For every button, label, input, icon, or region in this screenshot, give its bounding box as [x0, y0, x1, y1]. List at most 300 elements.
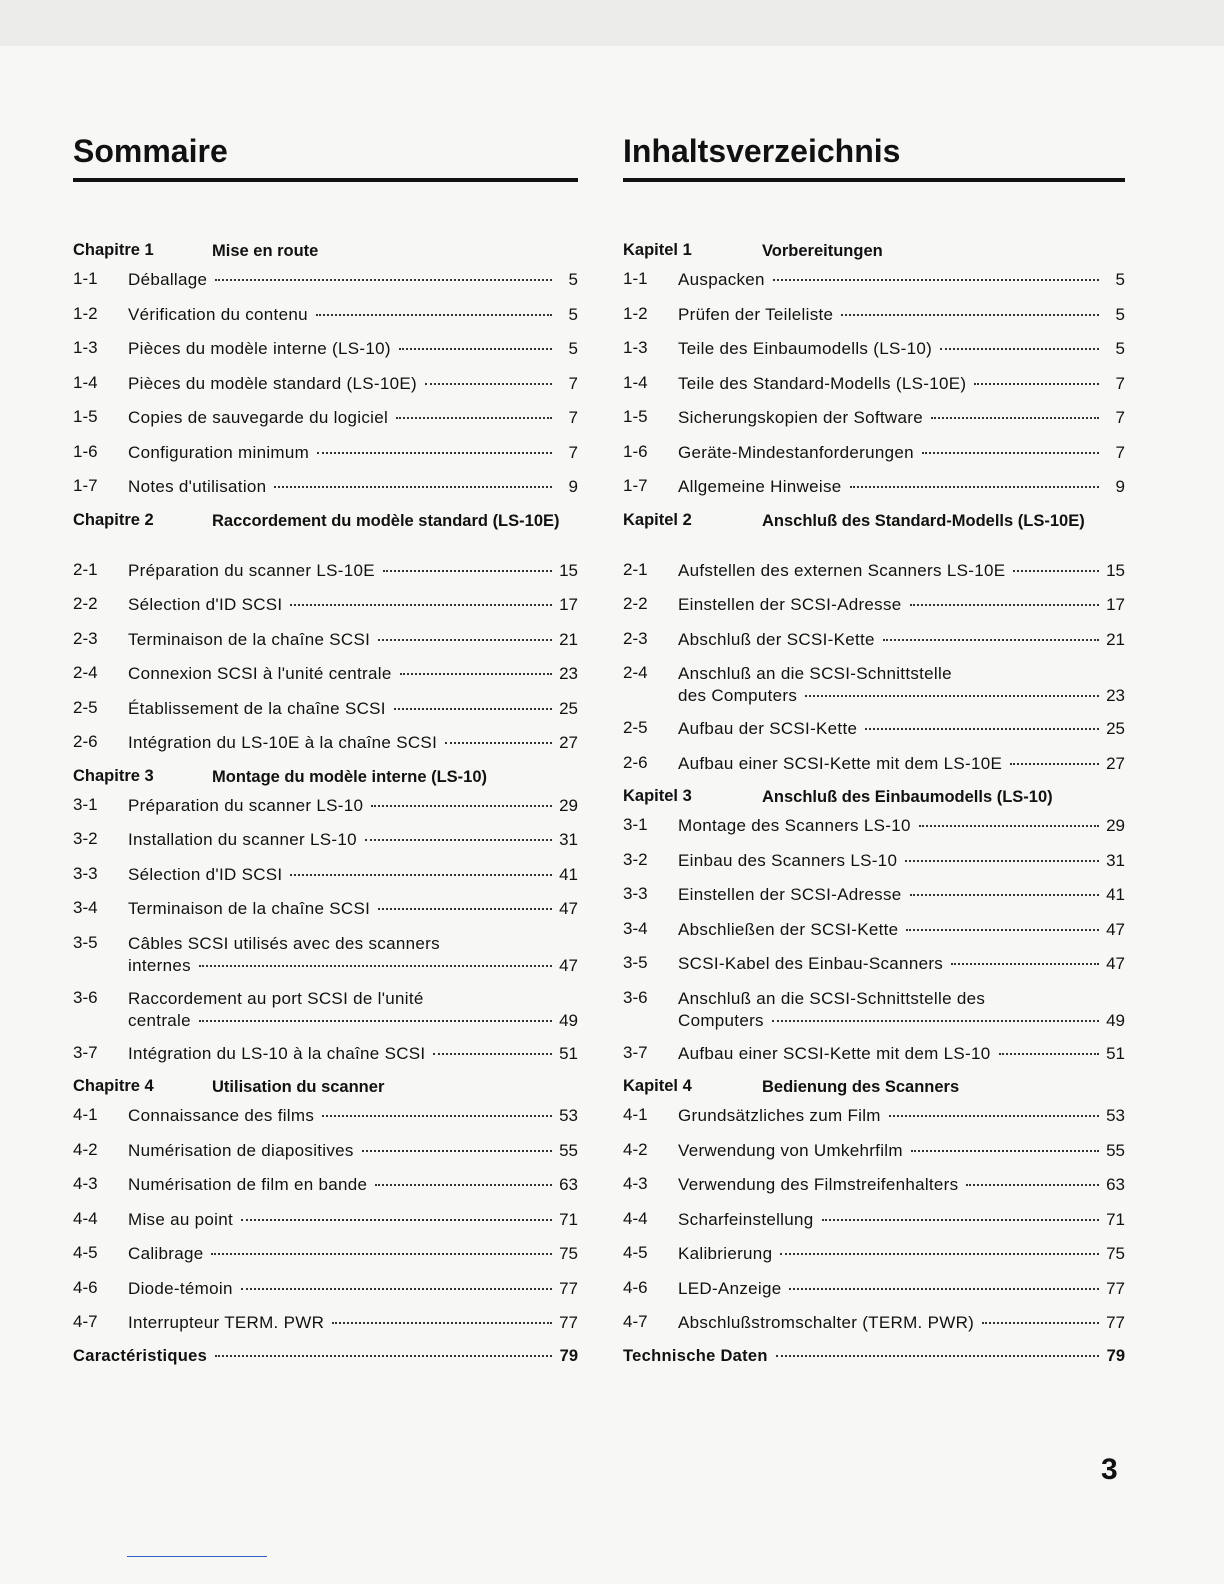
entry-line: [678, 1243, 1125, 1265]
entry-body: [678, 1278, 1125, 1300]
entry-number: 3-3: [623, 884, 648, 903]
entry-page: 71: [559, 1209, 578, 1229]
entry-body: [678, 304, 1125, 326]
entry-number: 4-5: [73, 1243, 98, 1262]
chapter-title: Utilisation du scanner: [212, 1078, 385, 1096]
toc-entry: [623, 712, 1125, 747]
toc-entry: [623, 913, 1125, 948]
entry-text: Numérisation de film en bande: [128, 1175, 368, 1194]
entry-number: 3-2: [623, 849, 648, 869]
dot-leader: [317, 448, 552, 454]
entry-line: [678, 884, 1125, 906]
entry-text: Intégration du LS-10 à la chaîne SCSI: [128, 1043, 426, 1063]
entry-page: 63: [1106, 1175, 1125, 1194]
entry-page: 77: [1106, 1313, 1125, 1332]
entry-text: Terminaison de la chaîne SCSI: [128, 899, 371, 918]
entry-text: Terminaison de la chaîne SCSI: [128, 629, 371, 649]
entry-text: Aufbau der SCSI-Kette: [678, 719, 858, 738]
dot-leader: [982, 1318, 1099, 1324]
entry-number: 3-5: [73, 932, 98, 952]
entry-line: [128, 476, 578, 498]
chapter-title: Bedienung des Scanners: [762, 1078, 960, 1096]
entry-body: [678, 1312, 1125, 1334]
entry-number: 2-6: [73, 732, 98, 751]
dot-leader: [211, 1249, 552, 1255]
entry-text: Teile des Standard-Modells (LS-10E): [678, 373, 967, 393]
entry-number: 4-2: [73, 1139, 98, 1159]
toc-entry: [73, 726, 578, 761]
dot-leader: [371, 801, 552, 807]
entry-text: Câbles SCSI utilisés avec des scanners: [128, 933, 440, 953]
entry-text: Geräte-Mindestanforderungen: [678, 442, 914, 462]
dot-leader: [290, 870, 552, 876]
entry-body: [678, 988, 1125, 1032]
entry-body: [678, 718, 1125, 740]
dot-leader: [776, 1351, 1099, 1357]
entry-body: [678, 753, 1125, 775]
top-margin-band: [0, 0, 1224, 46]
entry-page: 49: [559, 1010, 578, 1030]
specifications-entry: [73, 1341, 578, 1375]
dot-leader: [772, 1016, 1099, 1022]
dot-leader: [919, 821, 1099, 827]
dot-leader: [378, 904, 552, 910]
entry-page: 31: [1106, 850, 1125, 870]
entry-number: 1-5: [73, 407, 98, 426]
toc-entry: [73, 1306, 578, 1341]
entry-line: [128, 864, 578, 886]
entry-line: [128, 1312, 578, 1334]
entry-line: [678, 442, 1125, 464]
entry-line: [73, 1347, 578, 1366]
toc-entry: [623, 947, 1125, 982]
entry-number: 1-2: [73, 303, 98, 323]
entry-line: [678, 1105, 1125, 1127]
entry-line: [678, 304, 1125, 326]
entry-number: 2-5: [623, 718, 648, 737]
entry-number: 1-6: [623, 441, 648, 461]
entry-line: [128, 1105, 578, 1127]
entry-text: Vérification du contenu: [128, 304, 308, 324]
entry-page: 77: [1106, 1278, 1125, 1298]
entry-body: [128, 629, 578, 651]
dot-leader: [910, 890, 1099, 896]
entry-line: [678, 953, 1125, 975]
entry-line: [678, 476, 1125, 498]
entry-line: [678, 629, 1125, 651]
toc-entry: [623, 1168, 1125, 1203]
entry-body: [128, 269, 578, 291]
chapter-label: Chapitre 3: [73, 766, 154, 785]
entry-body: [128, 698, 578, 720]
entry-line: [128, 795, 578, 817]
entry-number: 3-4: [73, 898, 98, 917]
entry-body: [678, 629, 1125, 651]
entry-body: [678, 373, 1125, 395]
dot-leader: [805, 691, 1099, 697]
dot-leader: [966, 1180, 1099, 1186]
entry-page: 7: [568, 442, 578, 462]
dot-leader: [215, 1351, 552, 1357]
chapter-heading: [623, 235, 1125, 263]
entry-number: 1-7: [623, 476, 648, 495]
entry-text: Sélection d'ID SCSI: [128, 864, 283, 884]
entry-line: [678, 988, 1125, 1010]
entry-text: Einbau des Scanners LS-10: [678, 850, 898, 870]
entry-line: [128, 829, 578, 851]
entry-line: [678, 685, 1125, 707]
entry-line: [678, 718, 1125, 740]
entry-line: [678, 919, 1125, 941]
dot-leader: [399, 344, 552, 350]
toc-entry: [73, 436, 578, 471]
specifications-entry: [623, 1341, 1125, 1375]
entry-number: 4-7: [623, 1312, 648, 1331]
entry-number: 3-4: [623, 918, 648, 938]
entry-page: 47: [1106, 954, 1125, 973]
entry-number: 3-2: [73, 829, 98, 848]
entry-number: 2-4: [73, 663, 98, 682]
entry-line: [128, 898, 578, 920]
entry-page: 21: [1106, 629, 1125, 649]
dot-leader: [841, 310, 1099, 316]
toc-entry: [623, 844, 1125, 879]
chapter-label: Chapitre 1: [73, 241, 154, 259]
entry-body: [678, 953, 1125, 975]
entry-page: 49: [1106, 1010, 1125, 1030]
toc-entry: [623, 554, 1125, 589]
entry-body: [128, 594, 578, 616]
entry-number: 1-4: [623, 372, 648, 392]
toc-entry: [623, 657, 1125, 712]
toc-entry: [623, 436, 1125, 471]
toc-entry: [73, 298, 578, 333]
toc-entry: [623, 1134, 1125, 1169]
chapter-title: Anschluß des Einbaumodells (LS-10): [762, 788, 1053, 806]
toc-entry: [73, 588, 578, 623]
entry-line: [678, 1278, 1125, 1300]
entry-line: [678, 1043, 1125, 1065]
entry-text: Configuration minimum: [128, 442, 310, 462]
dot-leader: [922, 448, 1099, 454]
entry-line: [678, 1312, 1125, 1334]
entry-line: [128, 1209, 578, 1231]
footer-rule: [127, 1556, 267, 1557]
entry-page: 5: [1115, 339, 1125, 358]
entry-text: Connaissance des films: [128, 1106, 315, 1125]
entry-line: [678, 560, 1125, 582]
entry-page: 7: [1115, 442, 1125, 462]
entry-page: 15: [559, 560, 578, 580]
entry-page: 17: [1106, 595, 1125, 614]
entry-body: [678, 442, 1125, 464]
toc-entry: [623, 1237, 1125, 1272]
entry-line: [128, 1278, 578, 1300]
entry-page: 15: [1106, 560, 1125, 580]
entry-body: [128, 1043, 578, 1065]
entry-number: 3-1: [73, 794, 98, 814]
entry-number: 3-6: [73, 987, 98, 1007]
chapter-heading: [73, 1071, 578, 1099]
entry-text: Allgemeine Hinweise: [678, 477, 842, 496]
entry-page: 55: [1106, 1140, 1125, 1160]
entry-page: 23: [1106, 686, 1125, 705]
entry-line: [678, 269, 1125, 291]
entry-body: [678, 815, 1125, 837]
dot-leader: [274, 482, 552, 488]
entry-text: Einstellen der SCSI-Adresse: [678, 595, 902, 614]
chapter-title: Vorbereitungen: [762, 242, 883, 260]
entry-number: 4-2: [623, 1139, 648, 1159]
entry-number: 4-4: [623, 1208, 648, 1228]
dot-leader: [425, 379, 552, 385]
entry-page: 47: [1106, 919, 1125, 939]
dot-leader: [365, 835, 552, 841]
dot-leader: [780, 1249, 1099, 1255]
dot-leader: [1010, 759, 1099, 765]
entry-page: 25: [559, 698, 578, 718]
toc-entry: [623, 367, 1125, 402]
entry-text: Intégration du LS-10E à la chaîne SCSI: [128, 733, 438, 752]
entry-text: Grundsätzliches zum Film: [678, 1106, 881, 1125]
entry-body: [128, 795, 578, 817]
entry-text: Diode-témoin: [128, 1278, 233, 1298]
entry-line: [678, 373, 1125, 395]
entry-text: Numérisation de diapositives: [128, 1140, 354, 1160]
entry-body: [678, 1209, 1125, 1231]
entry-number: 1-3: [73, 338, 98, 357]
entry-page: 17: [559, 595, 578, 614]
entry-text: Auspacken: [678, 270, 765, 289]
dot-leader: [445, 738, 552, 744]
entry-text: Scharfeinstellung: [678, 1209, 814, 1229]
entry-page: 5: [568, 304, 578, 324]
entry-text: centrale: [128, 1010, 191, 1030]
chapter-title: Mise en route: [212, 242, 319, 260]
entry-line: [678, 1140, 1125, 1162]
entry-number: 4-7: [73, 1312, 98, 1331]
entry-body: [128, 1209, 578, 1231]
entry-number: 3-3: [73, 863, 98, 883]
toc-entry: [73, 892, 578, 927]
chapter-heading: [73, 505, 578, 554]
entry-body: [128, 338, 578, 360]
entry-line: [128, 1243, 578, 1265]
toc-entry: [73, 789, 578, 824]
entry-text: Abschluß der SCSI-Kette: [678, 629, 875, 649]
toc-entry: [73, 1134, 578, 1169]
entry-page: 41: [559, 864, 578, 884]
entry-line: [678, 753, 1125, 775]
toc-entry: [73, 367, 578, 402]
entry-text: Raccordement au port SCSI de l'unité: [128, 988, 424, 1008]
entry-body: [678, 1105, 1125, 1127]
entry-number: 4-3: [73, 1174, 98, 1193]
dot-leader: [199, 961, 552, 967]
chapter-title: Anschluß des Standard-Modells (LS-10E): [762, 511, 1085, 530]
entry-body: [128, 476, 578, 498]
entry-number: 4-6: [623, 1277, 648, 1297]
entry-number: 1-4: [73, 372, 98, 392]
dot-leader: [773, 275, 1099, 281]
entry-page: 5: [568, 339, 578, 358]
dot-leader: [322, 1111, 552, 1117]
toc-entry: [73, 1037, 578, 1072]
toc-list: [623, 235, 1125, 1375]
entry-number: 2-1: [623, 559, 648, 579]
entry-body: [128, 898, 578, 920]
entry-text: Établissement de la chaîne SCSI: [128, 698, 386, 718]
entry-line: [128, 442, 578, 464]
toc-entry: [73, 982, 578, 1037]
entry-number: 3-7: [623, 1042, 648, 1062]
entry-page: 29: [559, 795, 578, 815]
entry-text: Prüfen der Teileliste: [678, 304, 834, 324]
dot-leader: [1013, 566, 1099, 572]
entry-line: [128, 698, 578, 720]
entry-body: [678, 407, 1125, 429]
entry-number: 3-7: [73, 1042, 98, 1062]
entry-body: [128, 1312, 578, 1334]
entry-page: 5: [1115, 304, 1125, 324]
dot-leader: [375, 1180, 552, 1186]
entry-line: [623, 1347, 1125, 1366]
dot-leader: [362, 1146, 552, 1152]
entry-text: Notes d'utilisation: [128, 477, 267, 496]
entry-page: 75: [1106, 1244, 1125, 1263]
chapter-heading: [623, 505, 1125, 554]
entry-body: [128, 732, 578, 754]
entry-body: [128, 304, 578, 326]
dot-leader: [911, 1146, 1099, 1152]
entry-page: 41: [1106, 885, 1125, 904]
entry-page: 21: [559, 629, 578, 649]
entry-line: [128, 933, 578, 955]
entry-page: 9: [1115, 477, 1125, 496]
toc-entry: [73, 927, 578, 982]
specifications-label: Technische Daten: [623, 1346, 768, 1365]
entry-number: 2-2: [73, 594, 98, 613]
chapter-label: Kapitel 3: [623, 787, 692, 805]
entry-page: 7: [568, 373, 578, 393]
entry-line: [128, 1010, 578, 1032]
entry-text: Sélection d'ID SCSI: [128, 595, 283, 614]
entry-page: 53: [1106, 1106, 1125, 1125]
entry-body: [678, 1043, 1125, 1065]
chapter-title: Montage du modèle interne (LS-10): [212, 767, 488, 786]
dot-leader: [974, 379, 1099, 385]
entry-line: [128, 955, 578, 977]
entry-body: [128, 864, 578, 886]
entry-line: [678, 407, 1125, 429]
toc-entry: [73, 657, 578, 692]
entry-body: [678, 560, 1125, 582]
dot-leader: [999, 1049, 1099, 1055]
entry-line: [678, 1209, 1125, 1231]
entry-page: 53: [559, 1106, 578, 1125]
dot-leader: [905, 856, 1099, 862]
entry-line: [128, 629, 578, 651]
toc-entry: [73, 623, 578, 658]
entry-number: 2-2: [623, 594, 648, 613]
dot-leader: [433, 1049, 552, 1055]
entry-number: 4-4: [73, 1208, 98, 1228]
dot-leader: [241, 1284, 552, 1290]
entry-line: [128, 407, 578, 429]
entry-page: 71: [1106, 1209, 1125, 1229]
entry-page: 55: [559, 1140, 578, 1160]
entry-body: [678, 1174, 1125, 1196]
entry-text: Verwendung des Filmstreifenhalters: [678, 1175, 959, 1194]
entry-number: 1-5: [623, 407, 648, 426]
toc-entry: [623, 1099, 1125, 1134]
toc-entry: [623, 298, 1125, 333]
entry-line: [678, 850, 1125, 872]
entry-line: [678, 594, 1125, 616]
entry-line: [678, 1174, 1125, 1196]
entry-line: [678, 1010, 1125, 1032]
entry-text: SCSI-Kabel des Einbau-Scanners: [678, 954, 944, 973]
dot-leader: [215, 275, 552, 281]
chapter-label: Chapitre 2: [73, 510, 154, 529]
entry-number: 1-1: [623, 269, 648, 288]
toc-entry: [623, 1037, 1125, 1072]
title-rule: [73, 178, 578, 182]
entry-line: [128, 1043, 578, 1065]
entry-page: 79: [559, 1346, 578, 1365]
entry-page: 27: [1106, 753, 1125, 773]
dot-leader: [400, 669, 552, 675]
dot-leader: [332, 1318, 552, 1324]
entry-page: 7: [568, 408, 578, 427]
toc-entry: [623, 878, 1125, 913]
chapter-title: Raccordement du modèle standard (LS-10E): [212, 511, 560, 530]
toc-entry: [73, 1168, 578, 1203]
title-rule: [623, 178, 1125, 182]
entry-text: Préparation du scanner LS-10: [128, 795, 364, 815]
chapter-label: Kapitel 2: [623, 510, 692, 529]
chapter-heading: [73, 235, 578, 263]
toc-entry: [623, 809, 1125, 844]
entry-text: Mise au point: [128, 1209, 234, 1229]
entry-number: 2-3: [73, 628, 98, 648]
entry-body: [128, 988, 578, 1032]
dot-leader: [906, 925, 1099, 931]
entry-number: 1-7: [73, 476, 98, 495]
entry-page: 27: [559, 733, 578, 752]
toc-entry: [73, 554, 578, 589]
entry-body: [678, 476, 1125, 498]
toc-entry: [73, 823, 578, 858]
entry-number: 4-3: [623, 1174, 648, 1193]
entry-page: 7: [1115, 373, 1125, 393]
entry-line: [128, 560, 578, 582]
entry-line: [128, 1140, 578, 1162]
entry-line: [128, 373, 578, 395]
entry-text: Copies de sauvegarde du logiciel: [128, 408, 389, 427]
entry-body: [678, 850, 1125, 872]
entry-body: [128, 829, 578, 851]
entry-number: 2-4: [623, 663, 648, 682]
entry-body: [678, 594, 1125, 616]
dot-leader: [394, 704, 552, 710]
entry-page: 23: [559, 664, 578, 683]
entry-number: 2-1: [73, 559, 98, 579]
entry-number: 1-6: [73, 441, 98, 461]
entry-body: [128, 1243, 578, 1265]
dot-leader: [241, 1215, 552, 1221]
entry-body: [128, 1140, 578, 1162]
